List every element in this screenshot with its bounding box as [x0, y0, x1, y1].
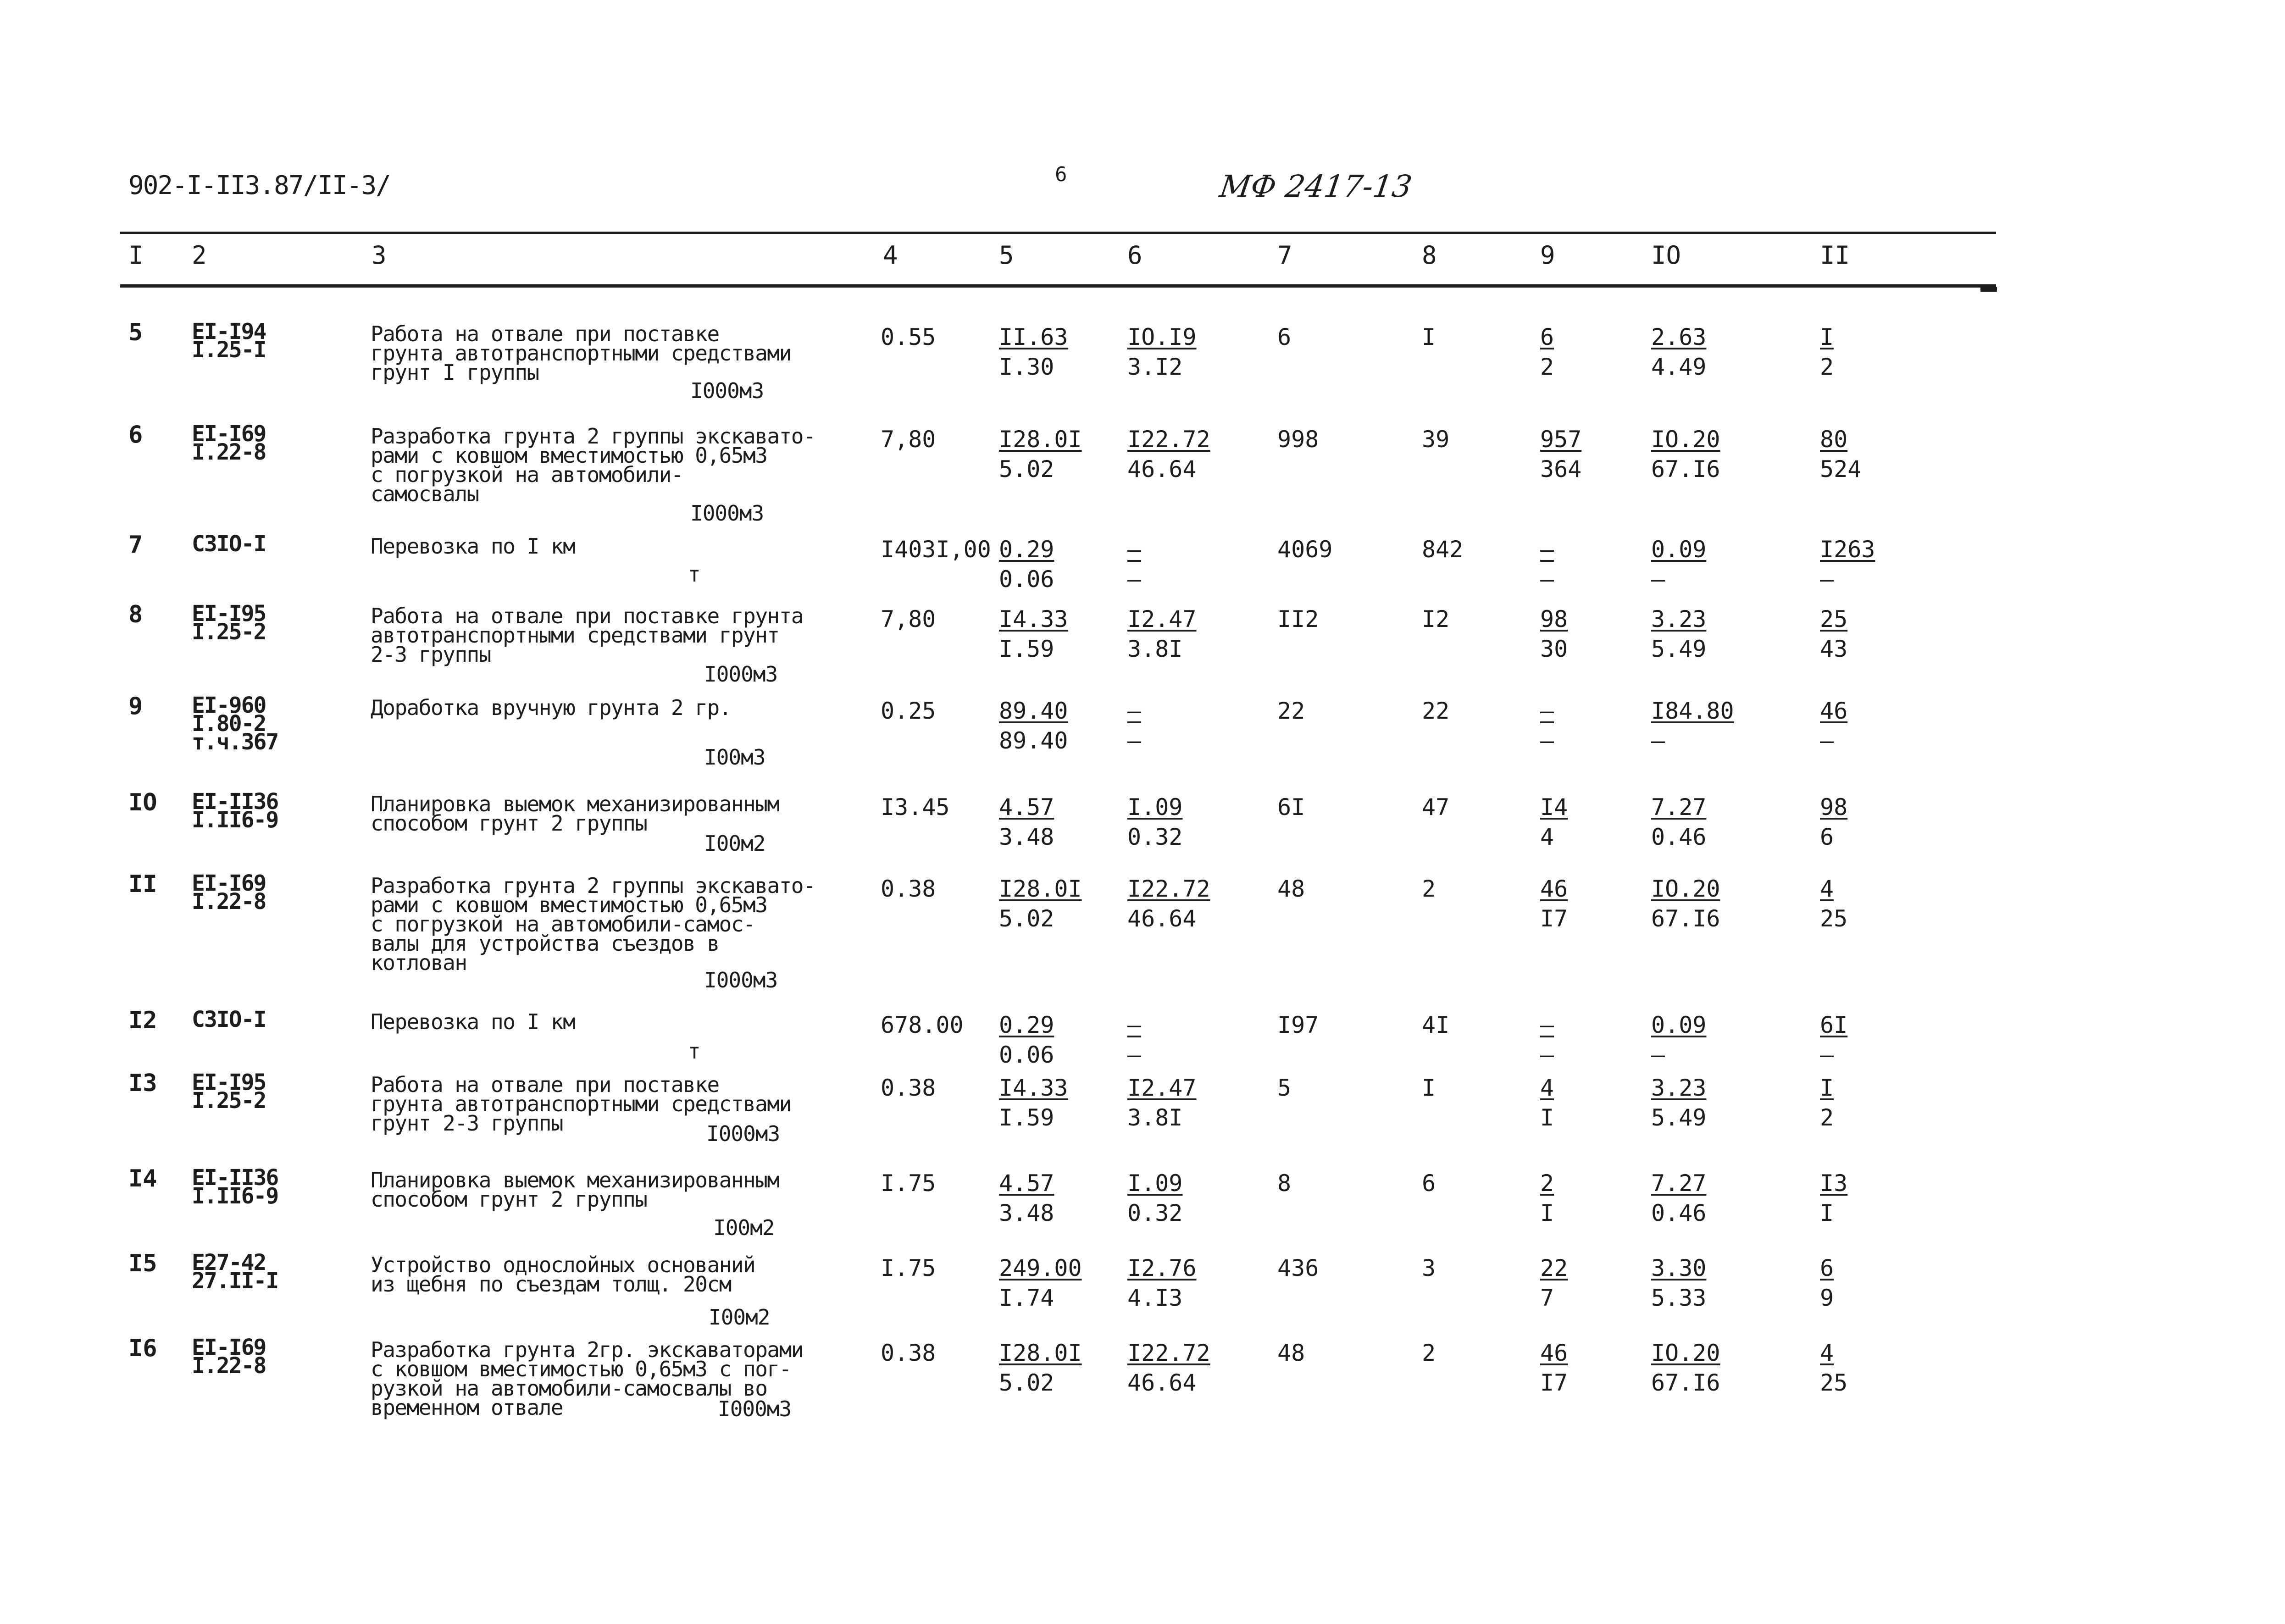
table-cell-c6b: 46.64 — [1127, 905, 1197, 932]
table-cell-qty: 0.38 — [881, 876, 936, 902]
table-cell-c5a: I4.33 — [999, 606, 1068, 632]
table-cell-c10b: 5.49 — [1651, 1104, 1707, 1131]
table-cell-c6a: IO.I9 — [1127, 324, 1197, 350]
table-cell-c5b: 0.06 — [999, 566, 1054, 593]
table-cell-c6b: 46.64 — [1127, 1369, 1197, 1396]
table-cell-c9a: – — [1540, 1012, 1554, 1038]
table-cell-c5a: 4.57 — [999, 1170, 1054, 1197]
table-cell-c7: 48 — [1277, 1340, 1305, 1366]
table-cell-c8: I — [1422, 1075, 1436, 1101]
table-cell-c10a: IO.20 — [1651, 426, 1720, 453]
norm-code: C3IO-I — [192, 1007, 266, 1032]
table-cell-c6b: 46.64 — [1127, 456, 1197, 482]
column-header-11: II — [1820, 241, 1850, 270]
table-cell-c10b: 4.49 — [1651, 354, 1707, 380]
table-cell-qty: 0.25 — [881, 698, 936, 724]
row-number: I2 — [128, 1007, 157, 1034]
table-cell-c7: 6I — [1277, 794, 1305, 820]
table-cell-c7: 998 — [1277, 426, 1319, 453]
table-cell-c6a: I2.76 — [1127, 1255, 1197, 1281]
table-cell-c11a: 4 — [1820, 1340, 1834, 1366]
unit-of-measure: I000м3 — [704, 662, 778, 687]
table-cell-c9b: I7 — [1540, 1369, 1568, 1396]
table-cell-qty: I.75 — [881, 1170, 936, 1197]
norm-code: EI-960 I.80-2 т.ч.367 — [192, 693, 278, 755]
work-description: Разработка грунта 2гр. экскаваторами с ковшом вместимостью 0,65м3 с пог- рузкой на автомобили-самосвалы во временном отвале — [371, 1337, 803, 1420]
table-cell-c9a: – — [1540, 536, 1554, 563]
table-cell-c11b: 25 — [1820, 905, 1848, 932]
work-description: Устройство однослойных оснований из щебня по съездам толщ. 20см — [371, 1253, 755, 1297]
table-cell-c10b: – — [1651, 727, 1665, 754]
row-number: I4 — [128, 1165, 157, 1192]
table-cell-c11b: 2 — [1820, 1104, 1834, 1131]
table-cell-c7: 436 — [1277, 1255, 1319, 1281]
table-cell-c8: I — [1422, 324, 1436, 350]
norm-code: EI-II36 I.II6-9 — [192, 789, 278, 833]
table-cell-c11a: 25 — [1820, 606, 1848, 632]
unit-of-measure: т — [688, 1039, 700, 1064]
table-cell-c9a: I4 — [1540, 794, 1568, 820]
table-cell-c10b: – — [1651, 566, 1665, 593]
table-cell-c5a: I28.0I — [999, 876, 1082, 902]
table-cell-c10a: IO.20 — [1651, 876, 1720, 902]
table-cell-c8: 47 — [1422, 794, 1450, 820]
table-cell-c9b: 30 — [1540, 636, 1568, 662]
norm-code: C3IO-I — [192, 531, 266, 557]
table-cell-c9b: I7 — [1540, 905, 1568, 932]
table-cell-c5b: 5.02 — [999, 1369, 1054, 1396]
unit-of-measure: т — [688, 562, 700, 587]
table-cell-c10b: 0.46 — [1651, 824, 1707, 850]
norm-code: EI-I69 I.22-8 — [192, 421, 266, 465]
table-cell-c10b: 5.49 — [1651, 636, 1707, 662]
table-cell-c10a: 7.27 — [1651, 1170, 1707, 1197]
table-cell-c5a: I28.0I — [999, 1340, 1082, 1366]
table-cell-qty: 0.38 — [881, 1075, 936, 1101]
table-cell-c5a: II.63 — [999, 324, 1068, 350]
table-cell-c10a: 0.09 — [1651, 1012, 1707, 1038]
table-cell-c8: 4I — [1422, 1012, 1450, 1038]
table-cell-c11a: I — [1820, 1075, 1834, 1101]
row-number: 7 — [128, 531, 143, 559]
table-header-rule — [120, 284, 1996, 288]
table-cell-c11b: 43 — [1820, 636, 1848, 662]
table-cell-c11a: I3 — [1820, 1170, 1848, 1197]
work-description: Работа на отвале при поставке грунта автотранспортными средствами грунт I группы — [371, 321, 791, 385]
unit-of-measure: I000м3 — [690, 378, 764, 403]
table-cell-qty: 0.55 — [881, 324, 936, 350]
norm-code: EI-II36 I.II6-9 — [192, 1165, 278, 1209]
table-cell-c11a: 98 — [1820, 794, 1848, 820]
unit-of-measure: I000м3 — [706, 1121, 780, 1146]
table-cell-c5b: I.59 — [999, 636, 1054, 662]
table-cell-c11a: I — [1820, 324, 1834, 350]
table-cell-c10a: IO.20 — [1651, 1340, 1720, 1366]
table-cell-c10b: 5.33 — [1651, 1285, 1707, 1311]
table-cell-c9b: – — [1540, 566, 1554, 593]
table-cell-c6b: – — [1127, 566, 1142, 593]
table-cell-qty: 7,80 — [881, 606, 936, 632]
table-cell-c6b: 3.8I — [1127, 1104, 1183, 1131]
table-cell-c5b: 89.40 — [999, 727, 1068, 754]
table-cell-qty: I403I,00 — [881, 536, 991, 563]
table-cell-c5a: 249.00 — [999, 1255, 1082, 1281]
table-cell-c6a: I2.47 — [1127, 1075, 1197, 1101]
unit-of-measure: I00м2 — [704, 831, 765, 856]
table-cell-c11b: – — [1820, 566, 1834, 593]
table-cell-c6a: – — [1127, 1012, 1142, 1038]
table-cell-c5b: 5.02 — [999, 905, 1054, 932]
table-cell-c7: II2 — [1277, 606, 1319, 632]
row-number: 6 — [128, 421, 143, 449]
table-cell-c9a: 46 — [1540, 876, 1568, 902]
norm-code: EI-I95 I.25-2 — [192, 601, 266, 645]
table-cell-c10b: – — [1651, 1042, 1665, 1068]
table-cell-c10b: 67.I6 — [1651, 1369, 1720, 1396]
norm-code: EI-I95 I.25-2 — [192, 1070, 266, 1114]
page-number: 6 — [1055, 163, 1067, 186]
table-cell-c6b: 3.I2 — [1127, 354, 1183, 380]
table-cell-c6a: I22.72 — [1127, 426, 1210, 453]
table-cell-c6b: 4.I3 — [1127, 1285, 1183, 1311]
table-cell-c10a: 0.09 — [1651, 536, 1707, 563]
table-cell-c7: 6 — [1277, 324, 1292, 350]
table-cell-c5a: 0.29 — [999, 1012, 1054, 1038]
table-cell-c6a: I.09 — [1127, 794, 1183, 820]
column-header-6: 6 — [1127, 241, 1142, 270]
table-cell-c11a: 80 — [1820, 426, 1848, 453]
column-header-5: 5 — [999, 241, 1014, 270]
table-cell-c8: 842 — [1422, 536, 1464, 563]
table-cell-c9b: – — [1540, 727, 1554, 754]
norm-code: EI-I69 I.22-8 — [192, 870, 266, 915]
table-cell-c5a: 0.29 — [999, 536, 1054, 563]
table-cell-c6b: – — [1127, 727, 1142, 754]
table-cell-c9b: – — [1540, 1042, 1554, 1068]
table-cell-c5b: I.74 — [999, 1285, 1054, 1311]
work-description: Работа на отвале при поставке грунта автотранспортными средствами грунт 2-3 группы — [371, 1072, 791, 1136]
table-cell-c10b: 67.I6 — [1651, 905, 1720, 932]
table-cell-c5b: I.30 — [999, 354, 1054, 380]
table-cell-c11b: I — [1820, 1200, 1834, 1226]
table-cell-c10a: 3.23 — [1651, 606, 1707, 632]
table-top-rule — [120, 232, 1996, 234]
table-cell-c11b: – — [1820, 727, 1834, 754]
unit-of-measure: I000м3 — [718, 1397, 792, 1421]
table-cell-c7: 48 — [1277, 876, 1305, 902]
table-cell-c7: 8 — [1277, 1170, 1292, 1197]
table-cell-c6b: 0.32 — [1127, 1200, 1183, 1226]
table-cell-qty: 0.38 — [881, 1340, 936, 1366]
row-number: IO — [128, 789, 157, 816]
table-cell-c11b: 25 — [1820, 1369, 1848, 1396]
work-description: Планировка выемок механизированным способом грунт 2 группы — [371, 792, 779, 836]
table-cell-c6b: 3.8I — [1127, 636, 1183, 662]
unit-of-measure: I000м3 — [690, 501, 764, 526]
table-cell-c10b: 67.I6 — [1651, 456, 1720, 482]
table-cell-c8: 3 — [1422, 1255, 1436, 1281]
row-number: I6 — [128, 1335, 157, 1362]
table-cell-c11b: – — [1820, 1042, 1834, 1068]
table-cell-c9a: 6 — [1540, 324, 1554, 350]
row-number: 8 — [128, 601, 143, 628]
norm-code: E27-42 27.II-I — [192, 1250, 278, 1294]
unit-of-measure: I00м3 — [704, 745, 765, 770]
table-cell-qty: I3.45 — [881, 794, 950, 820]
table-cell-c7: I97 — [1277, 1012, 1319, 1038]
row-number: II — [128, 870, 157, 898]
unit-of-measure: I00м2 — [709, 1305, 770, 1330]
unit-of-measure: I000м3 — [704, 968, 778, 992]
table-cell-c10a: I84.80 — [1651, 698, 1734, 724]
row-number: I5 — [128, 1250, 157, 1277]
column-header-1: I — [128, 241, 144, 270]
table-cell-c11a: 6I — [1820, 1012, 1848, 1038]
table-cell-qty: 678.00 — [881, 1012, 964, 1038]
table-cell-c6b: – — [1127, 1042, 1142, 1068]
table-cell-c8: 39 — [1422, 426, 1450, 453]
table-cell-c9a: – — [1540, 698, 1554, 724]
table-cell-c9b: 2 — [1540, 354, 1554, 380]
column-header-3: 3 — [372, 241, 387, 270]
table-cell-c5b: 3.48 — [999, 824, 1054, 850]
table-cell-c11a: 4 — [1820, 876, 1834, 902]
table-cell-c7: 4069 — [1277, 536, 1333, 563]
table-cell-c11b: 9 — [1820, 1285, 1834, 1311]
table-cell-c9b: 4 — [1540, 824, 1554, 850]
table-cell-c5b: 5.02 — [999, 456, 1054, 482]
table-cell-c5a: I28.0I — [999, 426, 1082, 453]
table-cell-qty: 7,80 — [881, 426, 936, 453]
table-cell-c11a: 6 — [1820, 1255, 1834, 1281]
unit-of-measure: I00м2 — [713, 1215, 775, 1240]
table-cell-c6a: – — [1127, 536, 1142, 563]
table-cell-c10a: 7.27 — [1651, 794, 1707, 820]
work-description: Работа на отвале при поставке грунта автотранспортными средствами грунт 2-3 группы — [371, 604, 803, 667]
document-code: 902-I-II3.87/II-3/ — [128, 171, 390, 200]
work-description: Перевозка по I км — [371, 1009, 575, 1034]
table-cell-c11b: 2 — [1820, 354, 1834, 380]
table-cell-c9b: I — [1540, 1104, 1554, 1131]
table-cell-c5b: I.59 — [999, 1104, 1054, 1131]
table-cell-c8: 2 — [1422, 1340, 1436, 1366]
column-header-10: IO — [1651, 241, 1681, 270]
table-cell-c6a: I2.47 — [1127, 606, 1197, 632]
handwritten-stamp: МФ 2417-13 — [1217, 169, 1414, 204]
table-cell-c6a: – — [1127, 698, 1142, 724]
table-cell-c5b: 3.48 — [999, 1200, 1054, 1226]
table-cell-c9a: 957 — [1540, 426, 1582, 453]
table-cell-c9b: 364 — [1540, 456, 1582, 482]
table-cell-c10b: 0.46 — [1651, 1200, 1707, 1226]
table-cell-c8: 22 — [1422, 698, 1450, 724]
table-cell-c9a: 22 — [1540, 1255, 1568, 1281]
table-cell-c6a: I22.72 — [1127, 876, 1210, 902]
table-cell-c9a: 98 — [1540, 606, 1568, 632]
work-description: Планировка выемок механизированным способом грунт 2 группы — [371, 1168, 779, 1212]
table-cell-c6a: I22.72 — [1127, 1340, 1210, 1366]
table-cell-c11a: 46 — [1820, 698, 1848, 724]
table-cell-c5a: 4.57 — [999, 794, 1054, 820]
table-cell-c8: 2 — [1422, 876, 1436, 902]
row-number: 9 — [128, 693, 143, 720]
table-cell-c8: I2 — [1422, 606, 1450, 632]
table-cell-c6a: I.09 — [1127, 1170, 1183, 1197]
table-cell-c11b: 524 — [1820, 456, 1862, 482]
table-cell-c9b: 7 — [1540, 1285, 1554, 1311]
table-cell-c10a: 3.23 — [1651, 1075, 1707, 1101]
row-number: I3 — [128, 1070, 157, 1097]
column-header-2: 2 — [192, 241, 207, 270]
table-cell-c7: 22 — [1277, 698, 1305, 724]
table-rule-tail — [1980, 287, 1997, 292]
table-cell-c5a: 89.40 — [999, 698, 1068, 724]
norm-code: EI-I69 I.22-8 — [192, 1335, 266, 1379]
work-description: Разработка грунта 2 группы экскавато- рами с ковшом вместимостью 0,65м3 с погрузкой на автомобили-самос- валы для устройства съездов в котлован — [371, 873, 815, 975]
table-cell-c11b: 6 — [1820, 824, 1834, 850]
table-cell-c11a: I263 — [1820, 536, 1875, 563]
work-description: Перевозка по I км — [371, 534, 575, 559]
table-cell-qty: I.75 — [881, 1255, 936, 1281]
work-description: Разработка грунта 2 группы экскавато- рами с ковшом вместимостью 0,65м3 с погрузкой на автомобили- самосвалы — [371, 424, 815, 506]
column-header-7: 7 — [1277, 241, 1292, 270]
column-header-8: 8 — [1422, 241, 1437, 270]
table-cell-c9a: 2 — [1540, 1170, 1554, 1197]
row-number: 5 — [128, 319, 143, 346]
column-header-9: 9 — [1540, 241, 1555, 270]
table-cell-c5b: 0.06 — [999, 1042, 1054, 1068]
table-cell-c9a: 4 — [1540, 1075, 1554, 1101]
table-cell-c6b: 0.32 — [1127, 824, 1183, 850]
table-cell-c5a: I4.33 — [999, 1075, 1068, 1101]
table-cell-c10a: 2.63 — [1651, 324, 1707, 350]
work-description: Доработка вручную грунта 2 гр. — [371, 695, 731, 720]
column-header-4: 4 — [883, 241, 898, 270]
table-cell-c10a: 3.30 — [1651, 1255, 1707, 1281]
table-cell-c9a: 46 — [1540, 1340, 1568, 1366]
table-cell-c7: 5 — [1277, 1075, 1292, 1101]
table-cell-c8: 6 — [1422, 1170, 1436, 1197]
table-cell-c9b: I — [1540, 1200, 1554, 1226]
norm-code: EI-I94 I.25-I — [192, 319, 266, 363]
